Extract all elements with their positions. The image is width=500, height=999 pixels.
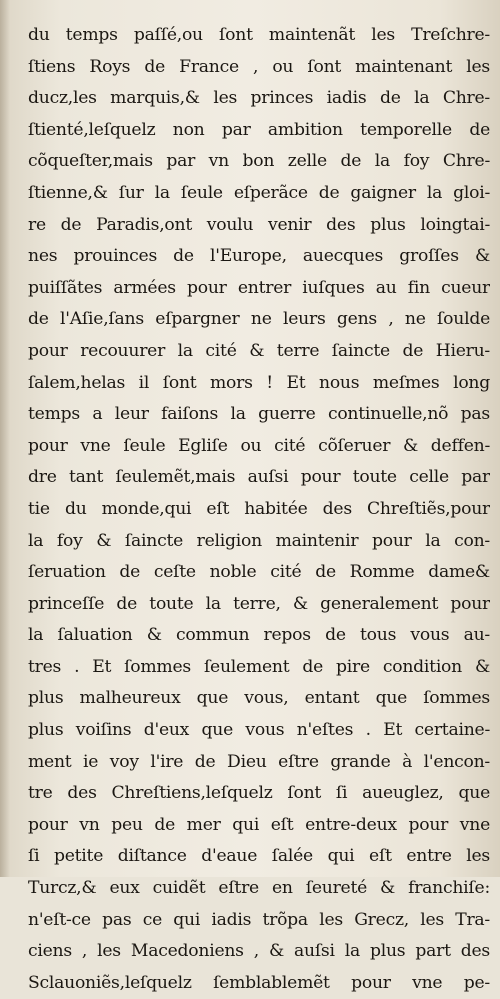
text-line: nes prouinces de l'Europe, auecques groſſes & <box>28 246 490 267</box>
text-line: dre tant ſeulemẽt,mais auſsi pour toute celle par <box>28 467 490 488</box>
text-line: puiſſãtes armées pour entrer iuſques au fin cueur <box>28 277 490 298</box>
text-line: re de Paradis,ont voulu venir des plus loingtai- <box>28 214 490 235</box>
text-line: de l'Aſie,ſans eſpargner ne leurs gens , ne ſoulde <box>28 309 490 330</box>
text-line: ciens , les Macedoniens , & auſsi la plus part des <box>28 941 490 962</box>
text-line: tie du monde,qui eſt habitée des Chreſtiẽs,pour <box>28 498 490 519</box>
text-line: temps a leur faiſons la guerre continuelle,nõ pas <box>28 404 490 425</box>
body-text <box>28 20 490 999</box>
text-line: ſeruation de ceſte noble cité de Romme dame& <box>28 562 490 583</box>
text-line: cõqueſter,mais par vn bon zelle de la foy Chre- <box>28 151 490 172</box>
text-line: Sclauoniẽs,leſquelz ſemblablemẽt pour vne pe- <box>28 972 490 993</box>
text-line: Turcz,& eux cuidẽt eſtre en ſeureté & franchiſe: <box>28 878 490 899</box>
text-line: la ſaluation & commun repos de tous vous au- <box>28 625 490 646</box>
page-gutter-shadow <box>0 0 10 877</box>
text-line: tre des Chreſtiens,leſquelz ſont ſi aueuglez, que <box>28 783 490 804</box>
text-line: n'eſt-ce pas ce qui iadis trõpa les Grecz, les Tra- <box>28 909 490 930</box>
text-line: pour recouurer la cité & terre ſaincte de Hieru- <box>28 340 490 361</box>
text-line: pour vn peu de mer qui eſt entre-deux pour vne <box>28 814 490 835</box>
text-line: ſi petite diſtance d'eaue ſalée qui eſt entre les <box>28 846 490 867</box>
text-line: ducz,les marquis,& les princes iadis de la Chre- <box>28 88 490 109</box>
text-line: du temps paſſé,ou ſont maintenãt les Treſchre- <box>28 25 490 45</box>
text-line: la foy & ſaincte religion maintenir pour la con- <box>28 530 490 551</box>
text-line: pour vne ſeule Egliſe ou cité cõſeruer & deffen- <box>28 435 490 456</box>
text-line: ment ie voy l'ire de Dieu eſtre grande à l'encon- <box>28 751 490 772</box>
text-line: ſtiens Roys de France , ou ſont maintenant les <box>28 56 490 77</box>
text-line: princeſſe de toute la terre, & generalement pour <box>28 593 490 614</box>
text-line: ſtienté,leſquelz non par ambition temporelle de <box>28 119 490 140</box>
text-line: plus voiſins d'eux que vous n'eſtes . Et certaine- <box>28 720 490 741</box>
text-line: ſtienne,& ſur la ſeule eſperãce de gaigner la gloi- <box>28 182 490 203</box>
text-line: plus malheureux que vous, entant que ſommes <box>28 688 490 709</box>
text-line: ſalem,helas il ſont mors ! Et nous meſmes long <box>28 372 490 393</box>
text-line: tres . Et ſommes ſeulement de pire condition & <box>28 656 490 677</box>
